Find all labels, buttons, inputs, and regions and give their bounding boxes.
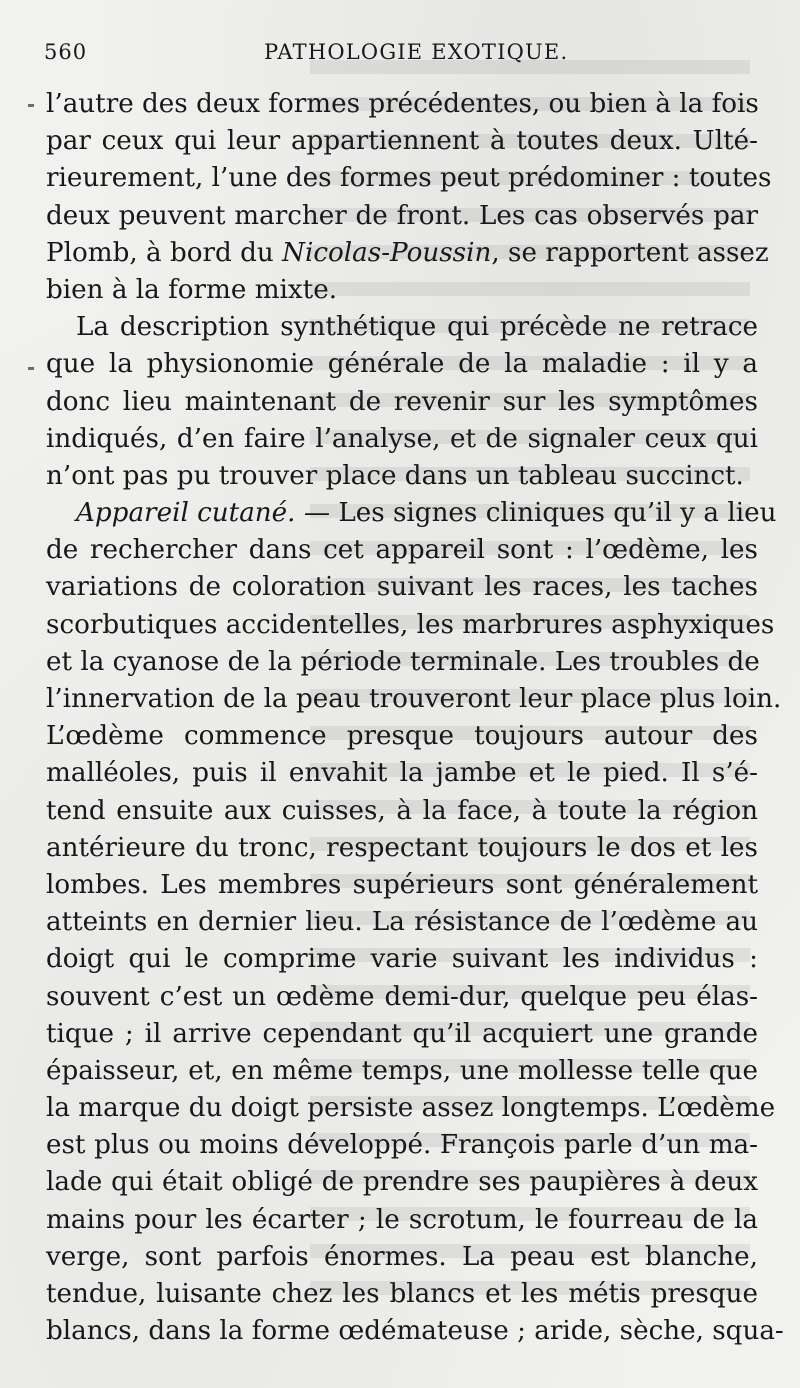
ship-name: Nicolas-Poussin bbox=[282, 237, 492, 268]
text-segment: , se rapportent assez bbox=[491, 237, 769, 268]
text-line: souvent c’est un œdème demi-dur, quelque peu élas- bbox=[46, 981, 758, 1012]
text-line: la marque du doigt persiste assez longtemps. L’œdème bbox=[46, 1093, 776, 1124]
margin-mark bbox=[28, 367, 34, 370]
running-head: PATHOLOGIE EXOTIQUE. bbox=[264, 40, 569, 64]
text-line: tend ensuite aux cuisses, à la face, à toute la région bbox=[46, 795, 758, 826]
text-line: deux peuvent marcher de front. Les cas observés par bbox=[46, 200, 758, 231]
text-line: lade qui était obligé de prendre ses paupières à deux bbox=[46, 1167, 758, 1198]
text-line: L’œdème commence presque toujours autour des bbox=[46, 721, 758, 752]
text-line: que la physionomie générale de la maladie : il y a bbox=[46, 349, 758, 380]
text-line bbox=[46, 235, 769, 272]
text-line: par ceux qui leur appartiennent à toutes deux. Ulté- bbox=[46, 126, 758, 157]
section-title: Appareil cutané. bbox=[76, 498, 296, 529]
text-segment: — Les signes cliniques qu’il y a lieu bbox=[295, 498, 777, 529]
text-line: l’innervation de la peau trouveront leur place plus loin. bbox=[46, 684, 782, 714]
text-line bbox=[46, 495, 777, 532]
text-line: antérieure du tronc, respectant toujours le dos et les bbox=[46, 832, 758, 863]
text-line: bien à la forme mixte. bbox=[46, 274, 338, 305]
page-number: 560 bbox=[44, 40, 88, 64]
margin-mark bbox=[28, 104, 34, 107]
text-line: doigt qui le comprime varie suivant les individus : bbox=[46, 944, 758, 975]
text-segment: Plomb, à bord du bbox=[46, 237, 283, 268]
text-line: indiqués, d’en faire l’analyse, et de signaler ceux qui bbox=[46, 423, 758, 454]
text-line: n’ont pas pu trouver place dans un tableau succinct. bbox=[46, 460, 744, 491]
text-line: est plus ou moins développé. François parle d’un ma- bbox=[46, 1130, 758, 1161]
body-text bbox=[46, 86, 784, 1350]
text-line: atteints en dernier lieu. La résistance de l’œdème au bbox=[46, 907, 758, 938]
text-line: blancs, dans la forme œdémateuse ; aride, sèche, squa- bbox=[46, 1316, 784, 1347]
text-line: et la cyanose de la période terminale. Les troubles de bbox=[46, 646, 760, 677]
text-line: tique ; il arrive cependant qu’il acquiert une grande bbox=[46, 1018, 758, 1049]
text-line: lombes. Les membres supérieurs sont généralement bbox=[46, 869, 758, 900]
text-line: épaisseur, et, en même temps, une mollesse telle que bbox=[46, 1055, 758, 1086]
text-line: mains pour les écarter ; le scrotum, le fourreau de la bbox=[46, 1204, 758, 1235]
text-line: l’autre des deux formes précédentes, ou bien à la fois bbox=[46, 89, 759, 119]
text-line: scorbutiques accidentelles, les marbrures asphyxiques bbox=[46, 609, 775, 640]
text-line: de rechercher dans cet appareil sont : l’œdème, les bbox=[46, 535, 758, 566]
text-line: tendue, luisante chez les blancs et les métis presque bbox=[46, 1279, 758, 1309]
text-line: rieurement, l’une des formes peut prédominer : toutes bbox=[46, 163, 772, 194]
page-header bbox=[44, 40, 756, 74]
text-line: donc lieu maintenant de revenir sur les symptômes bbox=[46, 386, 758, 417]
text-line: verge, sont parfois énormes. La peau est blanche, bbox=[46, 1241, 758, 1272]
text-line: variations de coloration suivant les races, les taches bbox=[46, 572, 758, 603]
text-line: La description synthétique qui précède ne retrace bbox=[76, 312, 758, 343]
text-line: malléoles, puis il envahit la jambe et le pied. Il s’é- bbox=[46, 758, 758, 789]
